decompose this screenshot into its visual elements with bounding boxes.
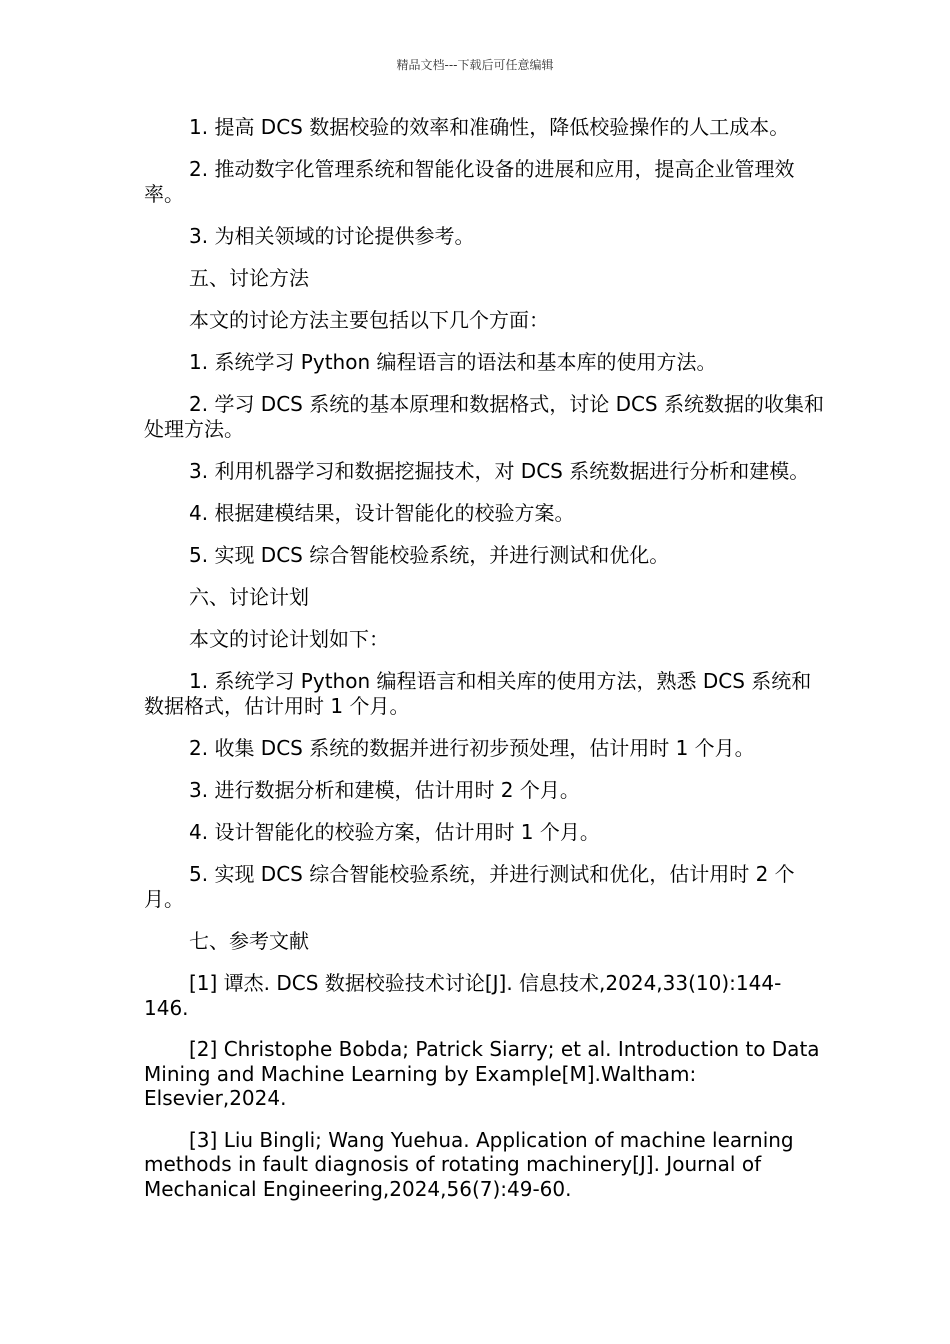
plan-item-2: 2. 收集 DCS 系统的数据并进行初步预处理，估计用时 1 个月。 bbox=[189, 736, 755, 760]
document-body bbox=[144, 115, 824, 1218]
method-item-2: 2. 学习 DCS 系统的基本原理和数据格式，讨论 DCS 系统数据的收集和处理方法。 bbox=[144, 392, 824, 441]
plan-item-4: 4. 设计智能化的校验方案，估计用时 1 个月。 bbox=[189, 820, 600, 844]
goal-item-2: 2. 推动数字化管理系统和智能化设备的进展和应用，提高企业管理效率。 bbox=[144, 157, 795, 206]
page-header: 精品文档---下载后可任意编辑 bbox=[396, 58, 554, 72]
method-item-3: 3. 利用机器学习和数据挖掘技术，对 DCS 系统数据进行分析和建模。 bbox=[189, 459, 810, 483]
goal-item-1: 1. 提高 DCS 数据校验的效率和准确性，降低校验操作的人工成本。 bbox=[189, 115, 790, 139]
plan-item-3: 3. 进行数据分析和建模，估计用时 2 个月。 bbox=[189, 778, 580, 802]
reference-3: [3] Liu Bingli; Wang Yuehua. Application of machine learning methods in fault diagnosis of rotating machinery[J]. Journal of Mechanical Engineering,2024,56(7):49-60. bbox=[144, 1127, 794, 1201]
method-item-1: 1. 系统学习 Python 编程语言的语法和基本库的使用方法。 bbox=[189, 350, 717, 374]
goal-item-3: 3. 为相关领域的讨论提供参考。 bbox=[189, 224, 475, 248]
plan-item-5: 5. 实现 DCS 综合智能校验系统，并进行测试和优化，估计用时 2 个月。 bbox=[144, 862, 795, 911]
reference-1: [1] 谭杰. DCS 数据校验技术讨论[J]. 信息技术,2024,33(10):144-146. bbox=[144, 971, 782, 1020]
reference-2: [2] Christophe Bobda; Patrick Siarry; et al. Introduction to Data Mining and Machine Learning by Example[M].Waltham: Elsevier,2024. bbox=[144, 1037, 820, 1110]
methods-intro: 本文的讨论方法主要包括以下几个方面： bbox=[189, 308, 549, 332]
section-heading-references: 七、参考文献 bbox=[189, 929, 309, 953]
method-item-5: 5. 实现 DCS 综合智能校验系统，并进行测试和优化。 bbox=[189, 543, 670, 567]
method-item-4: 4. 根据建模结果，设计智能化的校验方案。 bbox=[189, 501, 575, 525]
section-heading-plan: 六、讨论计划 bbox=[189, 585, 309, 609]
section-heading-methods: 五、讨论方法 bbox=[189, 266, 309, 290]
plan-intro: 本文的讨论计划如下： bbox=[189, 627, 389, 651]
plan-item-1: 1. 系统学习 Python 编程语言和相关库的使用方法，熟悉 DCS 系统和数据格式，估计用时 1 个月。 bbox=[144, 669, 812, 718]
